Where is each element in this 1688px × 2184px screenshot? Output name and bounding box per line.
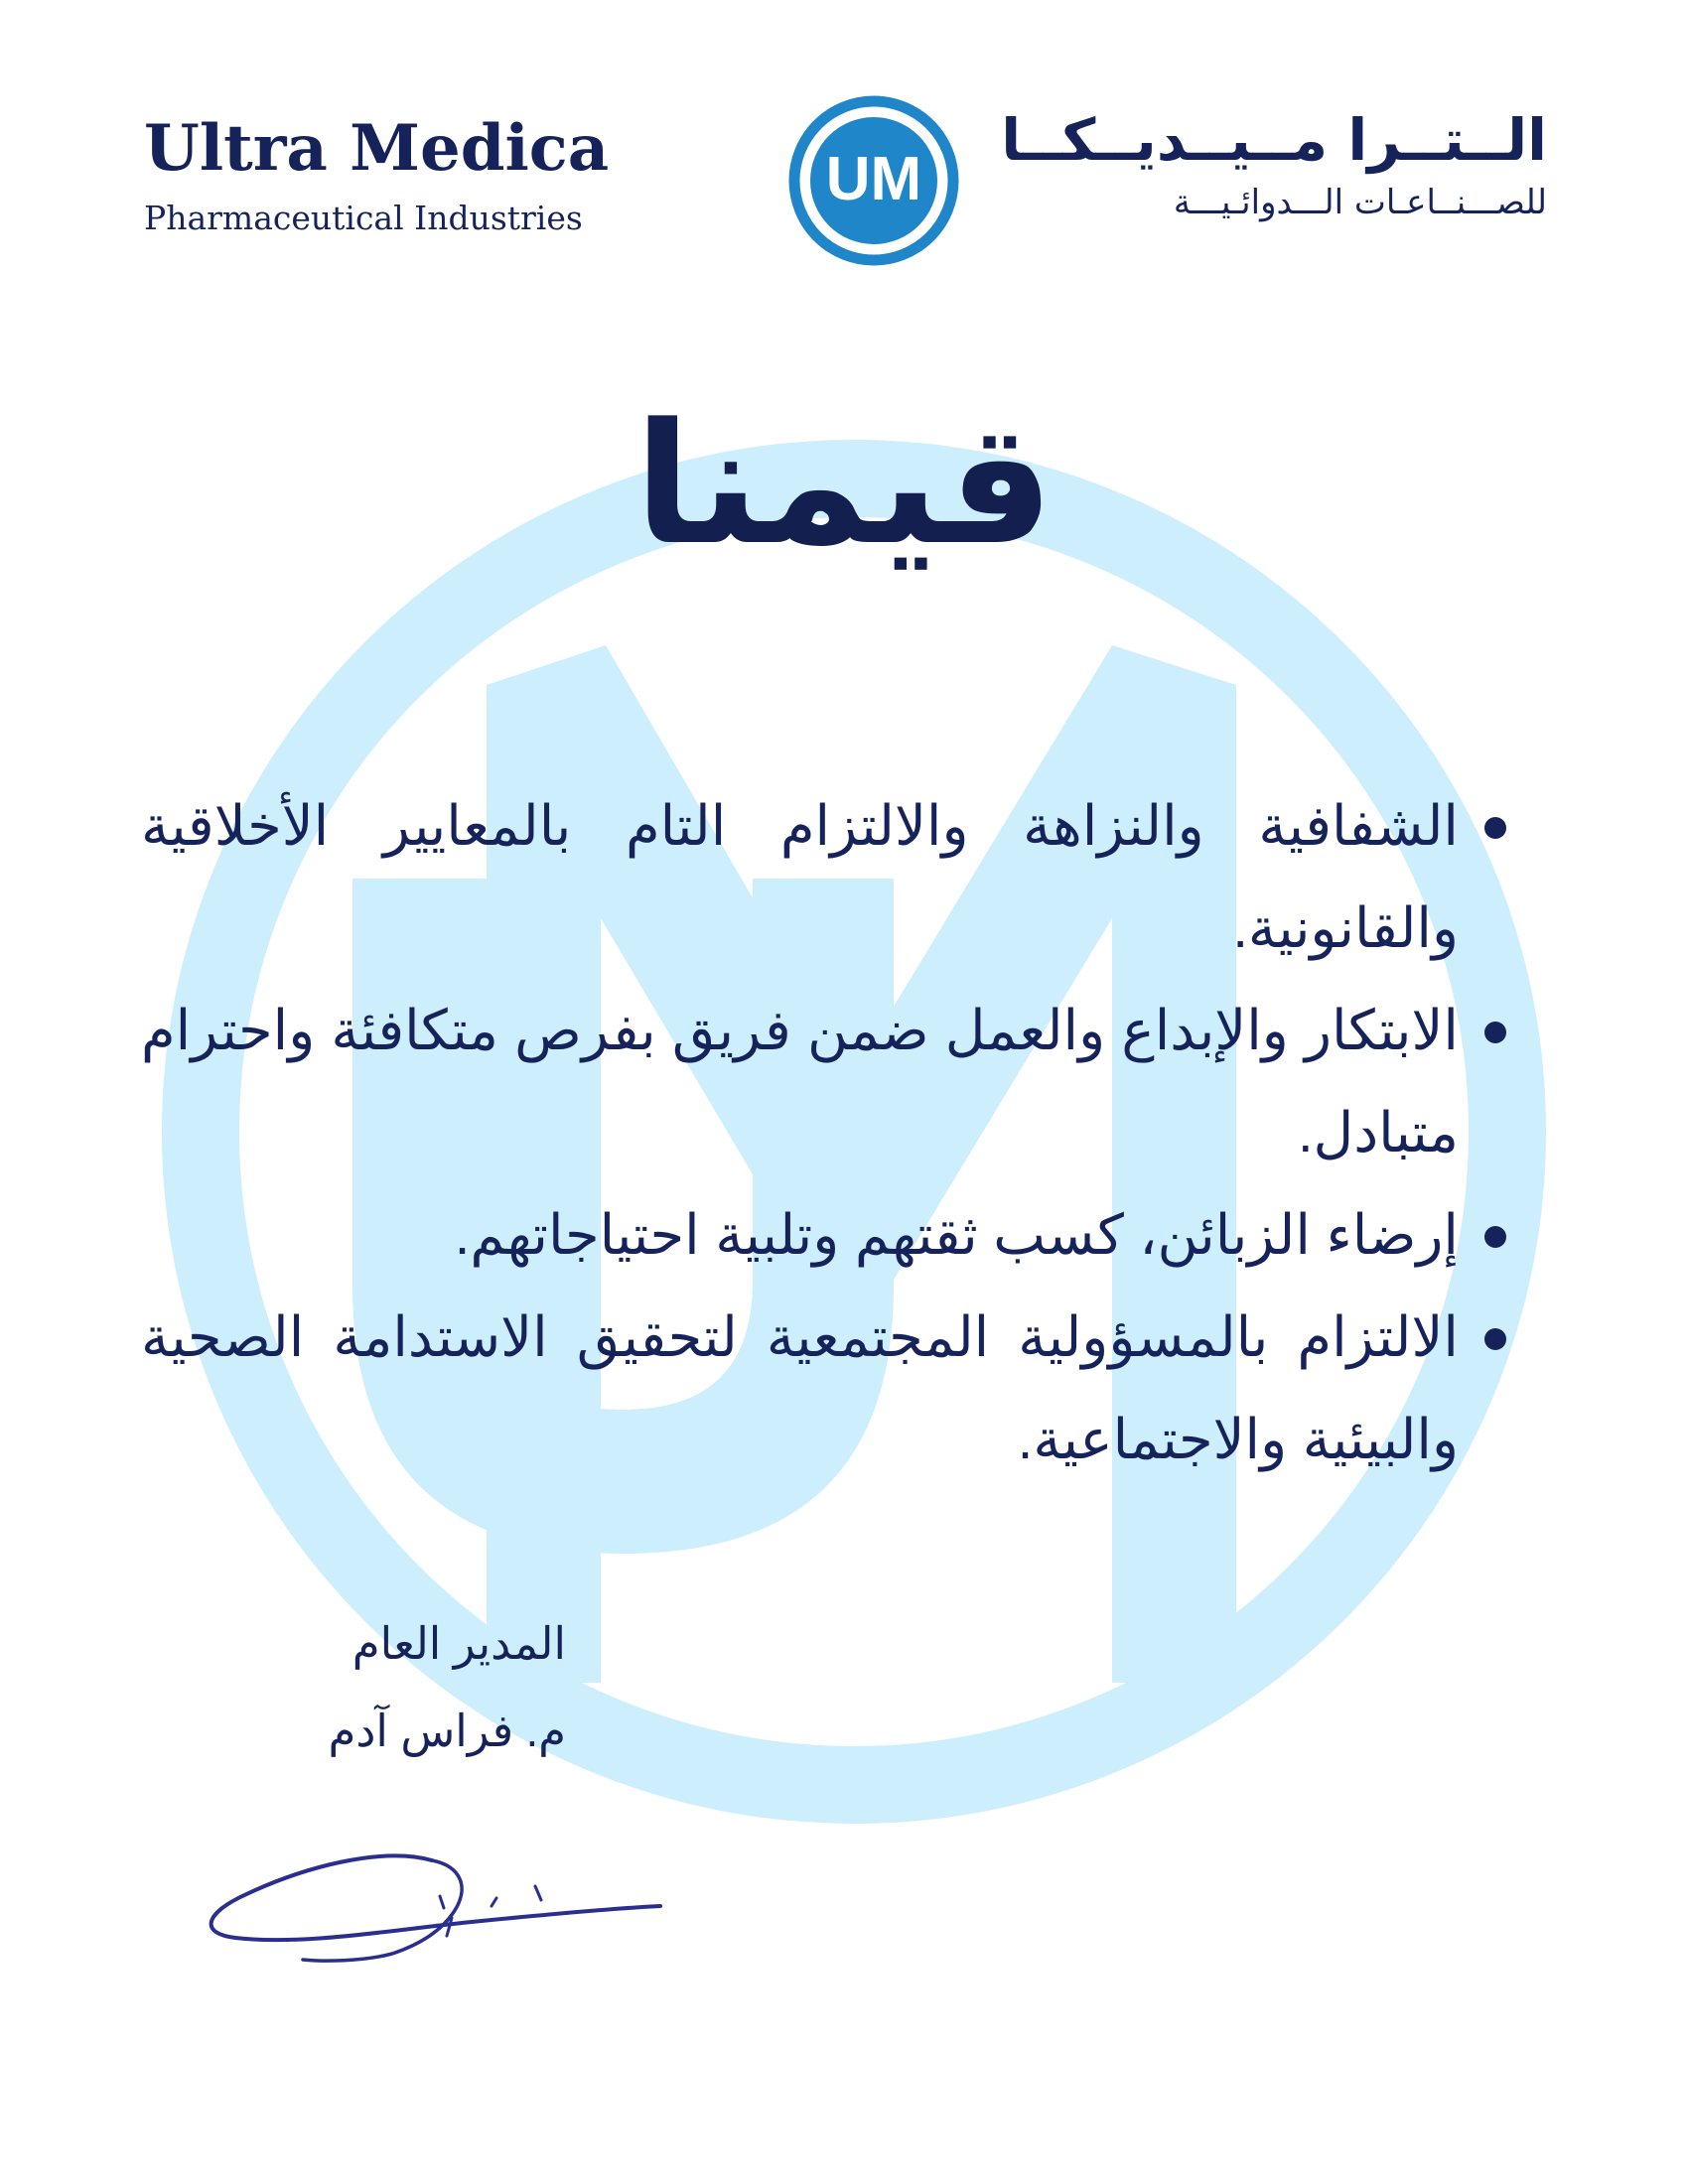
signer-position: المدير العام — [352, 1618, 566, 1669]
page-title: قيمنا — [633, 387, 1055, 582]
signer-name: م. فراس آدم — [328, 1706, 566, 1756]
brand-subtitle-ar: للصـــنــاعـات الـــدوائـيـــة — [1173, 183, 1547, 222]
logo-text: UM — [825, 145, 922, 213]
value-item: الابتكار والإبداع والعمل ضمن فريق بفرص متكافئة واحترام متبادل. — [141, 979, 1506, 1183]
value-item: إرضاء الزبائن، كسب ثقتهم وتلبية احتياجاتهم. — [141, 1183, 1506, 1286]
brand-arabic — [1001, 106, 1547, 222]
signer-block — [328, 1600, 566, 1775]
um-logo — [788, 95, 959, 266]
brand-subtitle-en: Pharmaceutical Industries — [144, 199, 583, 237]
value-item: الالتزام بالمسؤولية المجتمعية لتحقيق الاستدامة الصحية والبيئية والاجتماعية. — [141, 1286, 1506, 1490]
brand-english — [144, 111, 610, 237]
value-item: الشفافية والنزاهة والالتزام التام بالمعايير الأخلاقية والقانونية. — [141, 774, 1506, 979]
values-list — [141, 774, 1506, 1490]
brand-name-en: Ultra Medica — [144, 111, 610, 186]
signature-image — [194, 1827, 690, 1995]
brand-name-ar: الــتــرا مــيــديــكــا — [1001, 106, 1547, 174]
